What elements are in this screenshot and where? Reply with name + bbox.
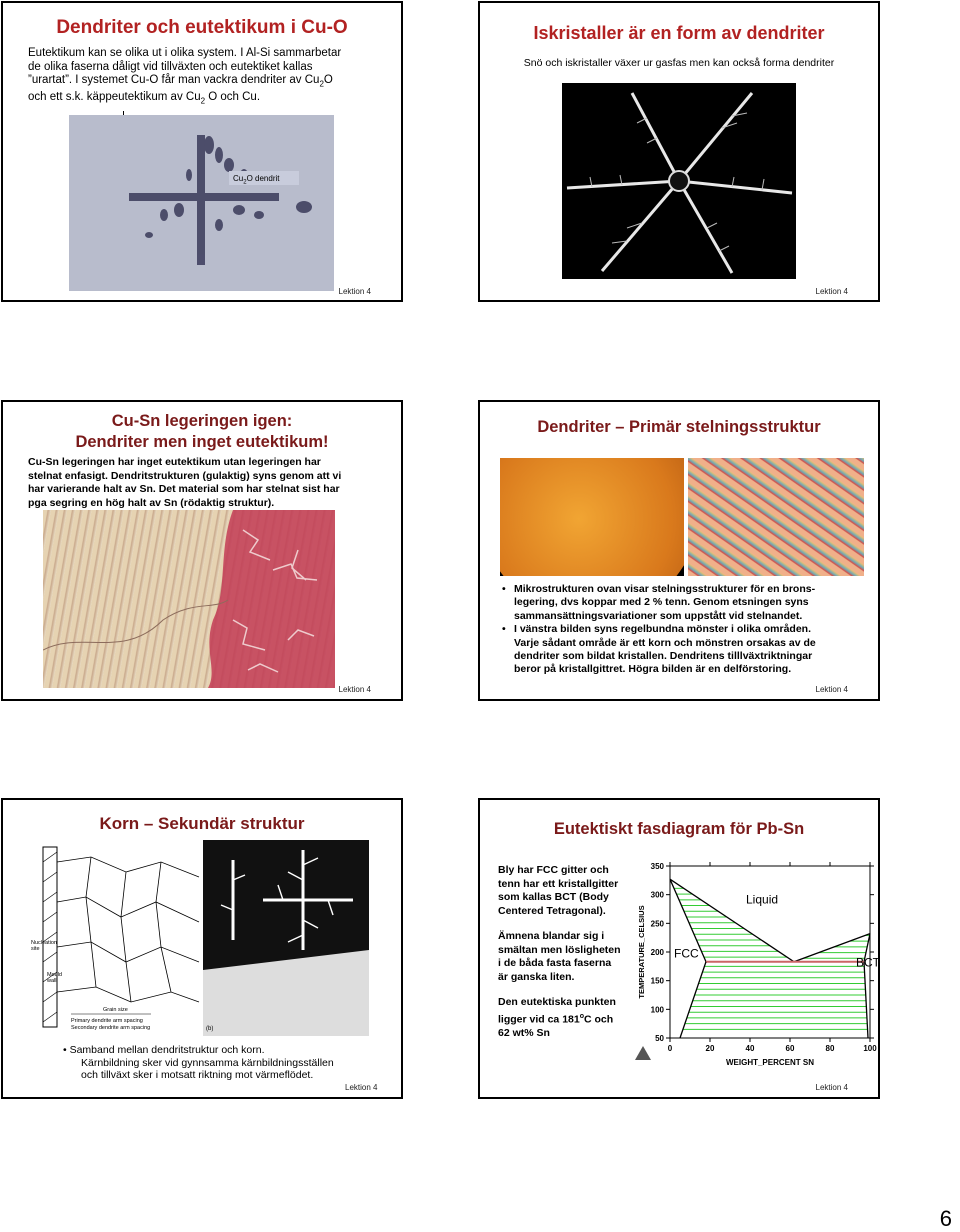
slide-pb-sn: [478, 798, 880, 1099]
subscript: 2: [243, 179, 247, 186]
cu-sn-micrograph: [43, 510, 335, 688]
y-tick-label: 200: [650, 948, 664, 957]
text-line: 62 wt% Sn: [498, 1026, 550, 1039]
slide-footer: Lektion 4: [815, 287, 848, 296]
text-line: som kallas BCT (Body: [498, 891, 609, 903]
text-line: Ämnena blandar sig i: [498, 930, 605, 942]
x-tick-label: 40: [745, 1044, 755, 1053]
label-primary: Primary dendrite arm spacing: [71, 1018, 143, 1024]
x-tick-label: 100: [863, 1044, 877, 1053]
bullet-list: [502, 583, 872, 677]
dendrite-bw-drawing: [203, 840, 369, 1036]
solvus-left-line: [680, 962, 706, 1038]
text-line: Centered Tetragonal).: [498, 904, 606, 917]
slide-subtitle: Snö och iskristaller växer ur gasfas men kan också forma dendriter: [523, 57, 835, 69]
chart-labels: [637, 862, 880, 1067]
slide-text: [498, 864, 643, 1040]
slide-footer: Lektion 4: [345, 1083, 378, 1092]
slide-title: Dendriter och eutektikum i Cu-O: [56, 17, 348, 38]
slide-title: Iskristaller är en form av dendriter: [533, 23, 825, 43]
slide-text: [28, 47, 398, 108]
bronze-dendrite-closeup: [688, 458, 864, 576]
snowflake-photo: [562, 83, 796, 279]
bullet-line: I vänstra bilden syns regelbundna mönster i olika områden.: [514, 623, 811, 636]
text-line: har varierande halt av Sn. Det material som har stelnat sist har: [28, 483, 340, 495]
x-tick-label: 0: [667, 1044, 673, 1053]
text-line: de olika faserna dåligt vid tillväxten och eutektiket kallas: [28, 60, 313, 73]
dendrite-cross-drawing: [69, 115, 334, 291]
text-line: tenn har ett kristallgitter: [498, 877, 619, 890]
bullet-dot-icon: •: [502, 583, 506, 595]
bullet-line: dendriter som bildat kristallen. Dendritens tilllväxtriktningar: [514, 650, 813, 663]
text-part: O och Cu.: [208, 90, 261, 103]
slide-iskristaller: [478, 1, 880, 302]
cu-sn-structure-drawing: [43, 510, 335, 688]
text-line: Eutektikum kan se olika ut i olika system. I Al-Si sammarbetar: [28, 47, 342, 59]
bullet-line: legering, dvs koppar med 2 % tenn. Genom etsningen syns: [514, 596, 809, 609]
slide-dendriter-primar: [478, 400, 880, 701]
slide-footer: Lektion 4: [815, 685, 848, 694]
slide-footer: Lektion 4: [338, 287, 371, 296]
phase-label-liquid: Liquid: [746, 892, 779, 907]
dendrite-label: [233, 174, 279, 186]
bronze-disk: [500, 458, 684, 576]
superscript: o: [579, 1012, 584, 1020]
text-line: [498, 1010, 643, 1027]
bullet-item: [63, 1044, 393, 1057]
slide-title-line2: Dendriter men inget eutektikum!: [75, 433, 329, 451]
page-number: 6: [939, 1206, 952, 1231]
slide-text: [63, 1044, 393, 1082]
phase-diagram-chart: [630, 858, 880, 1070]
text-part: ligger vid ca 181: [498, 1013, 580, 1025]
spacer: [498, 918, 643, 930]
label-grain-size: Grain size: [103, 1007, 128, 1013]
text-part: ”urartat”. I systemet Cu-O får man vackra dendriter av Cu: [28, 74, 320, 86]
bullet-line: Mikrostrukturen ovan visar stelningsstrukturer för en brons-: [514, 583, 816, 595]
bullet-dot-icon: •: [502, 623, 506, 636]
cu2o-dendrite-micrograph: [69, 115, 334, 291]
bullet-line: beror på kristallgittret. Högra bilden är en delförstoring.: [514, 663, 792, 676]
phase-label-bct: BCT: [856, 955, 880, 970]
y-tick-label: 300: [650, 890, 664, 900]
grain-structure-diagram: [31, 842, 201, 1034]
text-line: smältan men lösligheten: [498, 943, 621, 956]
phase-label-fcc: FCC: [674, 946, 699, 961]
slide-text: [28, 456, 400, 510]
bullet-dot-icon: •: [63, 1044, 70, 1056]
y-axis-label: TEMPERATURE_CELSIUS: [637, 905, 646, 999]
snowflake-drawing: [562, 83, 796, 279]
label-part: Cu: [233, 174, 244, 183]
slide-title: Korn – Sekundär struktur: [99, 814, 305, 833]
label-part: O dendrit: [246, 174, 280, 183]
bullet-text: Samband mellan dendritstruktur och korn.: [69, 1044, 265, 1056]
dendrite-bw-photo: [203, 840, 369, 1036]
y-tick-label: 350: [650, 862, 664, 871]
text-line: Cu-Sn legeringen har inget eutektikum utan legeringen har: [28, 456, 321, 468]
x-tick-label: 80: [825, 1044, 835, 1053]
label-secondary: Secondary dendrite arm spacing: [71, 1025, 151, 1031]
text-line: Kärnbildning sker vid gynnsamma kärnbildningsställen: [81, 1056, 334, 1069]
grain-diagram-drawing: [31, 842, 201, 1034]
text-line: Bly har FCC gitter och: [498, 864, 609, 876]
text-line: Den eutektiska punkten: [498, 996, 616, 1008]
text-line: i de båda fasta faserna: [498, 957, 612, 969]
bullet-line: Varje sådant område är ett korn och mönstren orsakas av de: [514, 636, 816, 649]
thermo-calc-logo-icon: [635, 1046, 651, 1060]
bullet-item: [502, 583, 872, 623]
tie-lines: [674, 888, 870, 1029]
text-line: [28, 91, 398, 108]
slide-title-line1: Cu-Sn legeringen igen:: [111, 412, 293, 430]
x-tick-label: 20: [705, 1044, 715, 1053]
spacer: [498, 984, 643, 996]
slide-footer: Lektion 4: [338, 685, 371, 694]
text-part: C och: [584, 1013, 614, 1025]
x-axis-label: WEIGHT_PERCENT SN: [725, 1058, 815, 1067]
subscript: 2: [319, 79, 324, 89]
label-b: (b): [206, 1026, 214, 1032]
text-line: [28, 74, 398, 91]
bullet-item: [502, 623, 872, 677]
slide-cu-sn: [1, 400, 403, 701]
y-tick-label: 100: [650, 1005, 664, 1015]
text-line: är ganska liten.: [498, 970, 575, 983]
slide-title: Dendriter – Primär stelningsstruktur: [537, 418, 821, 436]
y-tick-label: 150: [650, 976, 664, 986]
text-part: O: [323, 74, 333, 86]
text-line: pga segring en hög halt av Sn (rödaktig struktur).: [28, 496, 275, 509]
text-line: och tillväxt sker i motsatt riktning mot värmeflödet.: [81, 1069, 314, 1081]
bullet-line: sammansättningsvariationer som uppstått vid stelnandet.: [514, 609, 803, 622]
slide-korn: [1, 798, 403, 1099]
slide-cu-o: [1, 1, 403, 302]
text-part: och ett s.k. käppeutektikum av Cu: [28, 90, 201, 103]
label-mould-wall: Mould wall: [47, 972, 62, 984]
label-nucleation: Nucleation site: [31, 940, 57, 952]
bronze-grains-photo: [500, 458, 684, 576]
y-tick-label: 50: [655, 1034, 664, 1043]
slide-footer: Lektion 4: [815, 1083, 848, 1092]
slide-title: Eutektiskt fasdiagram för Pb-Sn: [553, 820, 805, 838]
x-tick-label: 60: [785, 1044, 795, 1053]
solvus-right-line: [864, 962, 868, 1038]
subscript: 2: [200, 96, 206, 106]
y-tick-label: 250: [650, 919, 664, 929]
text-line: stelnat enfasigt. Dendritstrukturen (gulaktig) syns genom att vi: [28, 469, 342, 482]
